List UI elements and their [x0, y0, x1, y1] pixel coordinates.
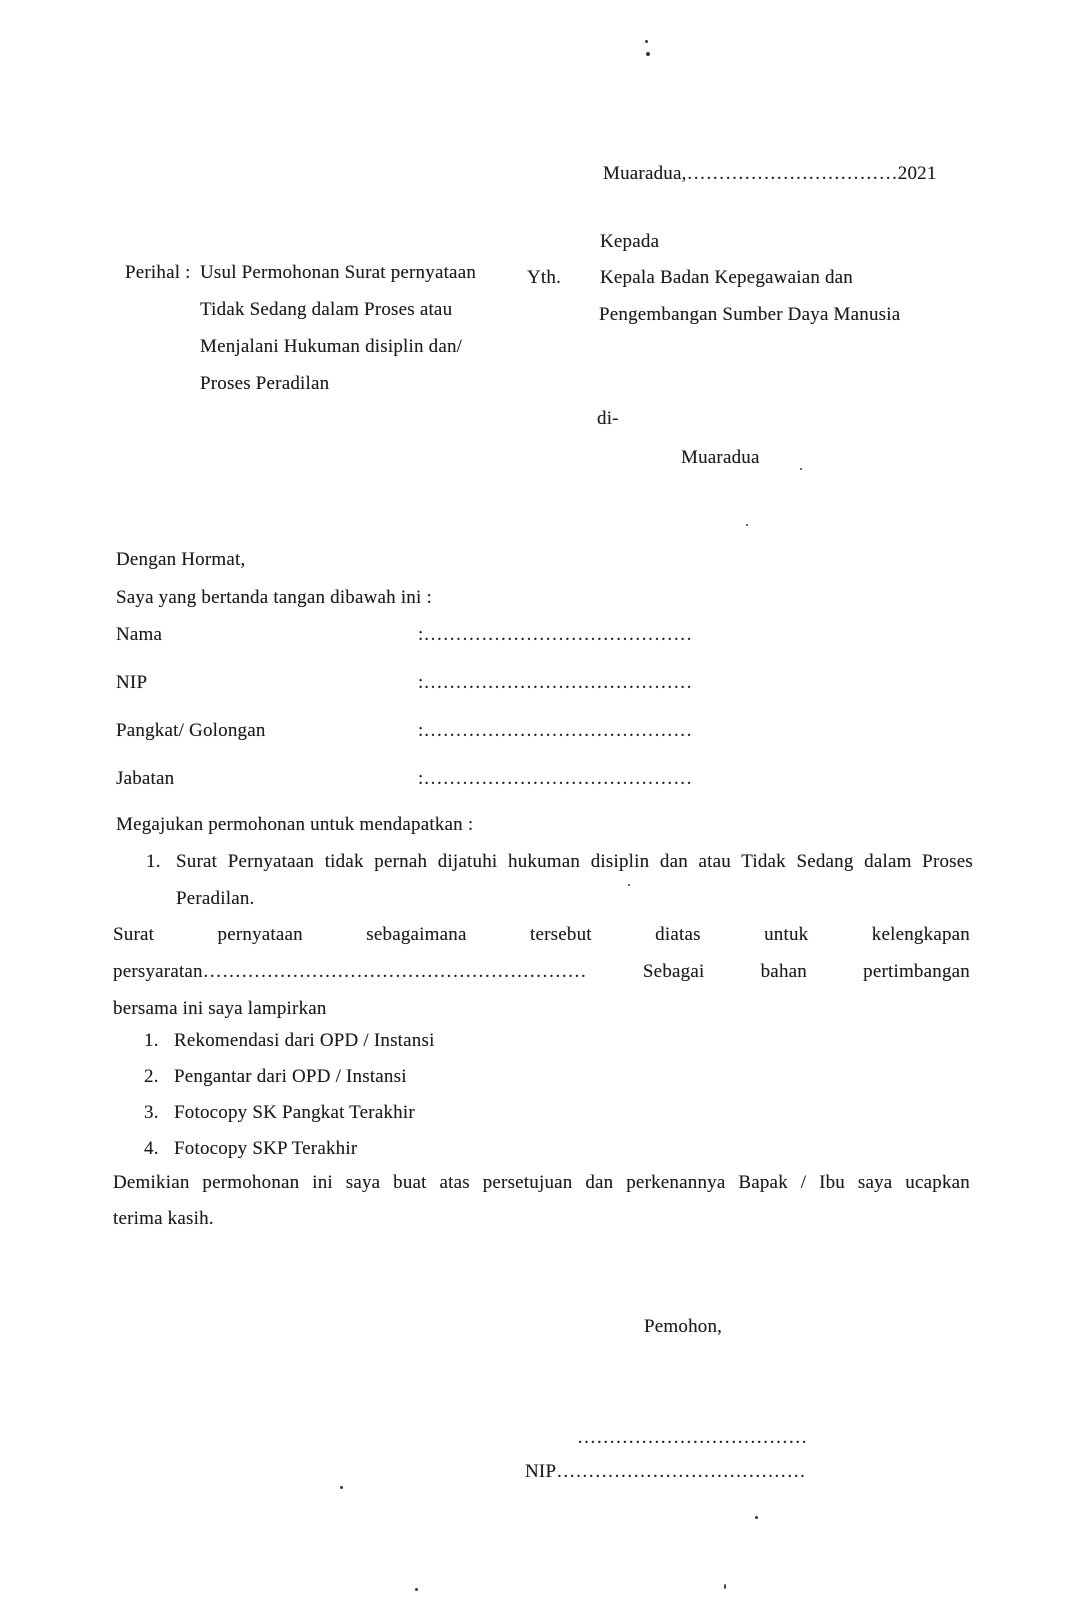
- recipient-yth: Yth.: [527, 267, 562, 288]
- field-value-nip: :……………………………………: [418, 672, 693, 693]
- attachment-number-3: 3.: [144, 1102, 159, 1123]
- signature-title: Pemohon,: [644, 1316, 723, 1337]
- scan-speck: [645, 40, 648, 43]
- field-label-jabatan: Jabatan: [116, 768, 175, 789]
- paragraph-line3: bersama ini saya lampirkan: [113, 998, 327, 1019]
- field-label-nama: Nama: [116, 624, 163, 645]
- scan-speck: [746, 524, 748, 526]
- attachment-text-1: Rekomendasi dari OPD / Instansi: [174, 1030, 435, 1051]
- recipient-kepada: Kepada: [600, 231, 660, 252]
- scan-speck: [800, 468, 802, 470]
- field-value-pangkat: :……………………………………: [418, 720, 693, 741]
- request-intro: Megajukan permohonan untuk mendapatkan :: [116, 814, 474, 835]
- request-item-number: 1.: [146, 851, 161, 872]
- subject-label: Perihal :: [125, 262, 191, 283]
- attachment-number-1: 1.: [144, 1030, 159, 1051]
- scan-speck: [646, 52, 650, 56]
- attachment-number-2: 2.: [144, 1066, 159, 1087]
- attachment-text-3: Fotocopy SK Pangkat Terakhir: [174, 1102, 415, 1123]
- scan-speck: [755, 1516, 758, 1519]
- recipient-line-1: Kepala Badan Kepegawaian dan: [600, 267, 854, 288]
- subject-line-1: Usul Permohonan Surat pernyataan: [200, 262, 477, 283]
- scan-speck: [340, 1486, 343, 1489]
- recipient-city: Muaradua: [681, 447, 760, 468]
- field-value-nama: :……………………………………: [418, 624, 693, 645]
- recipient-di: di-: [597, 408, 619, 429]
- attachment-text-4: Fotocopy SKP Terakhir: [174, 1138, 358, 1159]
- request-item-line2: Peradilan.: [176, 888, 255, 909]
- paragraph-line1: Surat pernyataan sebagaimana tersebut diatas untuk kelengkapan: [113, 924, 970, 945]
- scan-speck: [415, 1588, 418, 1591]
- request-item-line1: Surat Pernyataan tidak pernah dijatuhi hukuman disiplin dan atau Tidak Sedang dalam Proses: [176, 851, 973, 872]
- subject-line-3: Menjalani Hukuman disiplin dan/: [200, 336, 463, 357]
- intro-line: Saya yang bertanda tangan dibawah ini :: [116, 587, 432, 608]
- salutation: Dengan Hormat,: [116, 549, 246, 570]
- scan-speck: [628, 884, 630, 886]
- field-label-nip: NIP: [116, 672, 148, 693]
- signature-dotted-line: ………………………………: [577, 1427, 808, 1448]
- closing-line2: terima kasih.: [113, 1208, 214, 1229]
- attachment-number-4: 4.: [144, 1138, 159, 1159]
- date-line: Muaradua,……………………………2021: [603, 163, 937, 184]
- subject-line-4: Proses Peradilan: [200, 373, 330, 394]
- paragraph-line2: persyaratan…………………………………………………… Sebagai bahan pertimbangan: [113, 961, 970, 982]
- field-value-jabatan: :……………………………………: [418, 768, 693, 789]
- field-label-pangkat: Pangkat/ Golongan: [116, 720, 266, 741]
- scan-speck: [724, 1584, 726, 1589]
- subject-line-2: Tidak Sedang dalam Proses atau: [200, 299, 453, 320]
- recipient-line-2: Pengembangan Sumber Daya Manusia: [599, 304, 901, 325]
- closing-line1: Demikian permohonan ini saya buat atas persetujuan dan perkenannya Bapak / Ibu saya ucapkan: [113, 1172, 970, 1193]
- signature-nip-line: NIP…………………………………: [525, 1461, 806, 1482]
- attachment-text-2: Pengantar dari OPD / Instansi: [174, 1066, 407, 1087]
